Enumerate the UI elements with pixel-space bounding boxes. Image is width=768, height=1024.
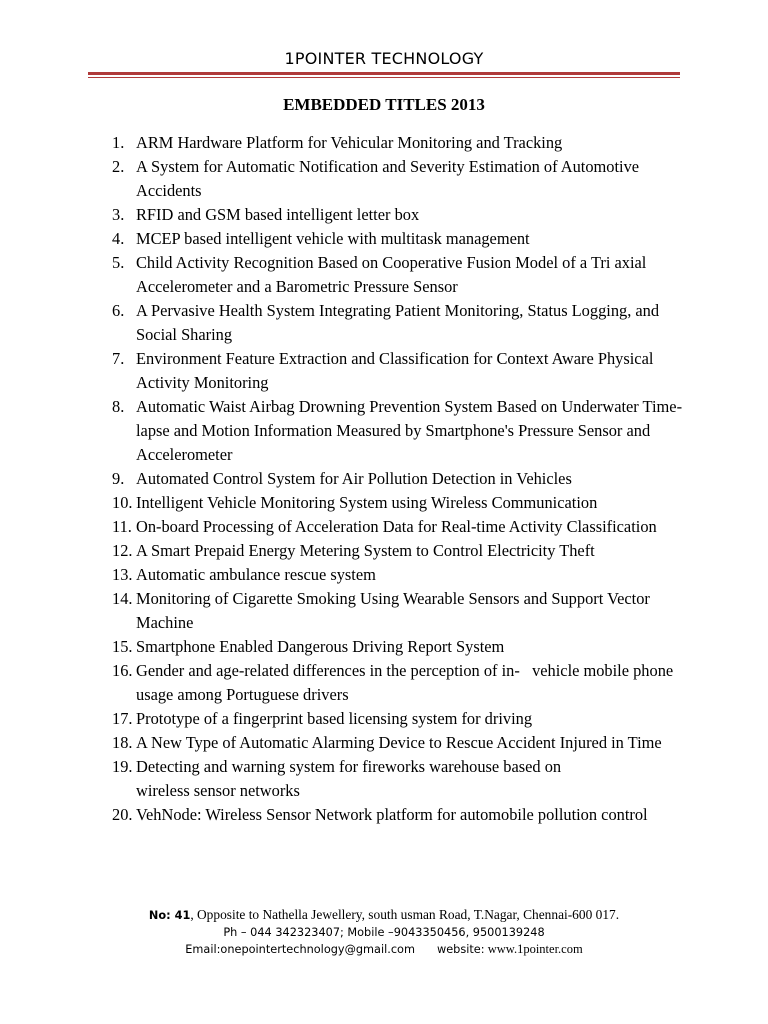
list-item bbox=[112, 155, 692, 203]
titles-list bbox=[112, 131, 692, 827]
footer-address bbox=[0, 906, 768, 924]
footer-address-text: , Opposite to Nathella Jewellery, south usman Road, T.Nagar, Chennai-600 017. bbox=[190, 907, 620, 922]
footer-email: Email:onepointertechnology@gmail.com bbox=[185, 943, 415, 956]
item-number: 6. bbox=[112, 301, 125, 320]
item-text: Automatic ambulance rescue system bbox=[136, 565, 376, 584]
list-item bbox=[112, 755, 692, 803]
list-item bbox=[112, 395, 692, 467]
list-item bbox=[112, 131, 692, 155]
list-item bbox=[112, 467, 692, 491]
document-title: EMBEDDED TITLES 2013 bbox=[283, 95, 485, 114]
item-number: 5. bbox=[112, 253, 125, 272]
item-text: Detecting and warning system for fireworks warehouse based on wireless sensor networks bbox=[136, 757, 562, 800]
item-number: 11. bbox=[112, 517, 132, 536]
item-text: MCEP based intelligent vehicle with multitask management bbox=[136, 229, 530, 248]
item-text: Gender and age-related differences in the perception of in- vehicle mobile phone usage among Portuguese drivers bbox=[136, 661, 678, 704]
item-text: Automated Control System for Air Pollution Detection in Vehicles bbox=[136, 469, 572, 488]
header-rule-thin bbox=[88, 77, 680, 78]
item-number: 12. bbox=[112, 541, 133, 560]
footer-website: www.1pointer.com bbox=[484, 942, 583, 956]
item-text: A Pervasive Health System Integrating Patient Monitoring, Status Logging, and Social Sharing bbox=[136, 301, 660, 344]
list-item bbox=[112, 659, 692, 707]
footer-no-label: No: 41 bbox=[148, 909, 191, 922]
item-text: Environment Feature Extraction and Classification for Context Aware Physical Activity Monitoring bbox=[136, 349, 654, 392]
item-number: 7. bbox=[112, 349, 125, 368]
item-number: 9. bbox=[112, 469, 125, 488]
item-text: ARM Hardware Platform for Vehicular Monitoring and Tracking bbox=[136, 133, 563, 152]
item-number: 17. bbox=[112, 709, 133, 728]
list-item bbox=[112, 707, 692, 731]
item-text: Child Activity Recognition Based on Cooperative Fusion Model of a Tri axial Accelerometer and a Barometric Pressure Sensor bbox=[136, 253, 647, 296]
item-number: 20. bbox=[112, 805, 133, 824]
item-text: On-board Processing of Acceleration Data for Real-time Activity Classification bbox=[136, 517, 657, 536]
list-item bbox=[112, 491, 692, 515]
item-text: Monitoring of Cigarette Smoking Using Wearable Sensors and Support Vector Machine bbox=[136, 589, 650, 632]
item-number: 4. bbox=[112, 229, 125, 248]
list-item bbox=[112, 731, 692, 755]
item-text: A System for Automatic Notification and Severity Estimation of Automotive Accidents bbox=[136, 157, 640, 200]
item-text: A New Type of Automatic Alarming Device to Rescue Accident Injured in Time bbox=[136, 733, 662, 752]
item-text: RFID and GSM based intelligent letter box bbox=[136, 205, 420, 224]
item-text: A Smart Prepaid Energy Metering System to Control Electricity Theft bbox=[136, 541, 595, 560]
list-item bbox=[112, 803, 692, 827]
item-number: 1. bbox=[112, 133, 125, 152]
list-item bbox=[112, 251, 692, 299]
item-number: 15. bbox=[112, 637, 133, 656]
list-item bbox=[112, 347, 692, 395]
list-item bbox=[112, 299, 692, 347]
footer-contact bbox=[0, 941, 768, 958]
list-item bbox=[112, 563, 692, 587]
header-rule-thick bbox=[88, 72, 680, 75]
item-number: 8. bbox=[112, 397, 125, 416]
footer-phone: Ph – 044 342323407; Mobile –9043350456, 9500139248 bbox=[223, 926, 545, 939]
list-item bbox=[112, 635, 692, 659]
item-text: Automatic Waist Airbag Drowning Prevention System Based on Underwater Time-lapse and Motion Information Measured by Smartphone's Pressure Sensor and Accelerometer bbox=[136, 397, 683, 464]
item-text: VehNode: Wireless Sensor Network platform for automobile pollution control bbox=[136, 805, 648, 824]
item-number: 13. bbox=[112, 565, 133, 584]
item-number: 16. bbox=[112, 661, 133, 680]
item-text: Prototype of a fingerprint based licensing system for driving bbox=[136, 709, 533, 728]
company-name: 1POINTER TECHNOLOGY bbox=[284, 49, 484, 68]
list-item bbox=[112, 587, 692, 635]
list-item bbox=[112, 515, 692, 539]
item-text: Smartphone Enabled Dangerous Driving Report System bbox=[136, 637, 505, 656]
footer-website-label: website: bbox=[436, 943, 485, 956]
footer bbox=[0, 906, 768, 958]
item-number: 2. bbox=[112, 157, 125, 176]
item-number: 19. bbox=[112, 757, 133, 776]
item-number: 10. bbox=[112, 493, 133, 512]
item-number: 14. bbox=[112, 589, 133, 608]
list-item bbox=[112, 227, 692, 251]
item-number: 3. bbox=[112, 205, 125, 224]
item-text: Intelligent Vehicle Monitoring System using Wireless Communication bbox=[136, 493, 598, 512]
list-item bbox=[112, 203, 692, 227]
list-item bbox=[112, 539, 692, 563]
item-number: 18. bbox=[112, 733, 133, 752]
